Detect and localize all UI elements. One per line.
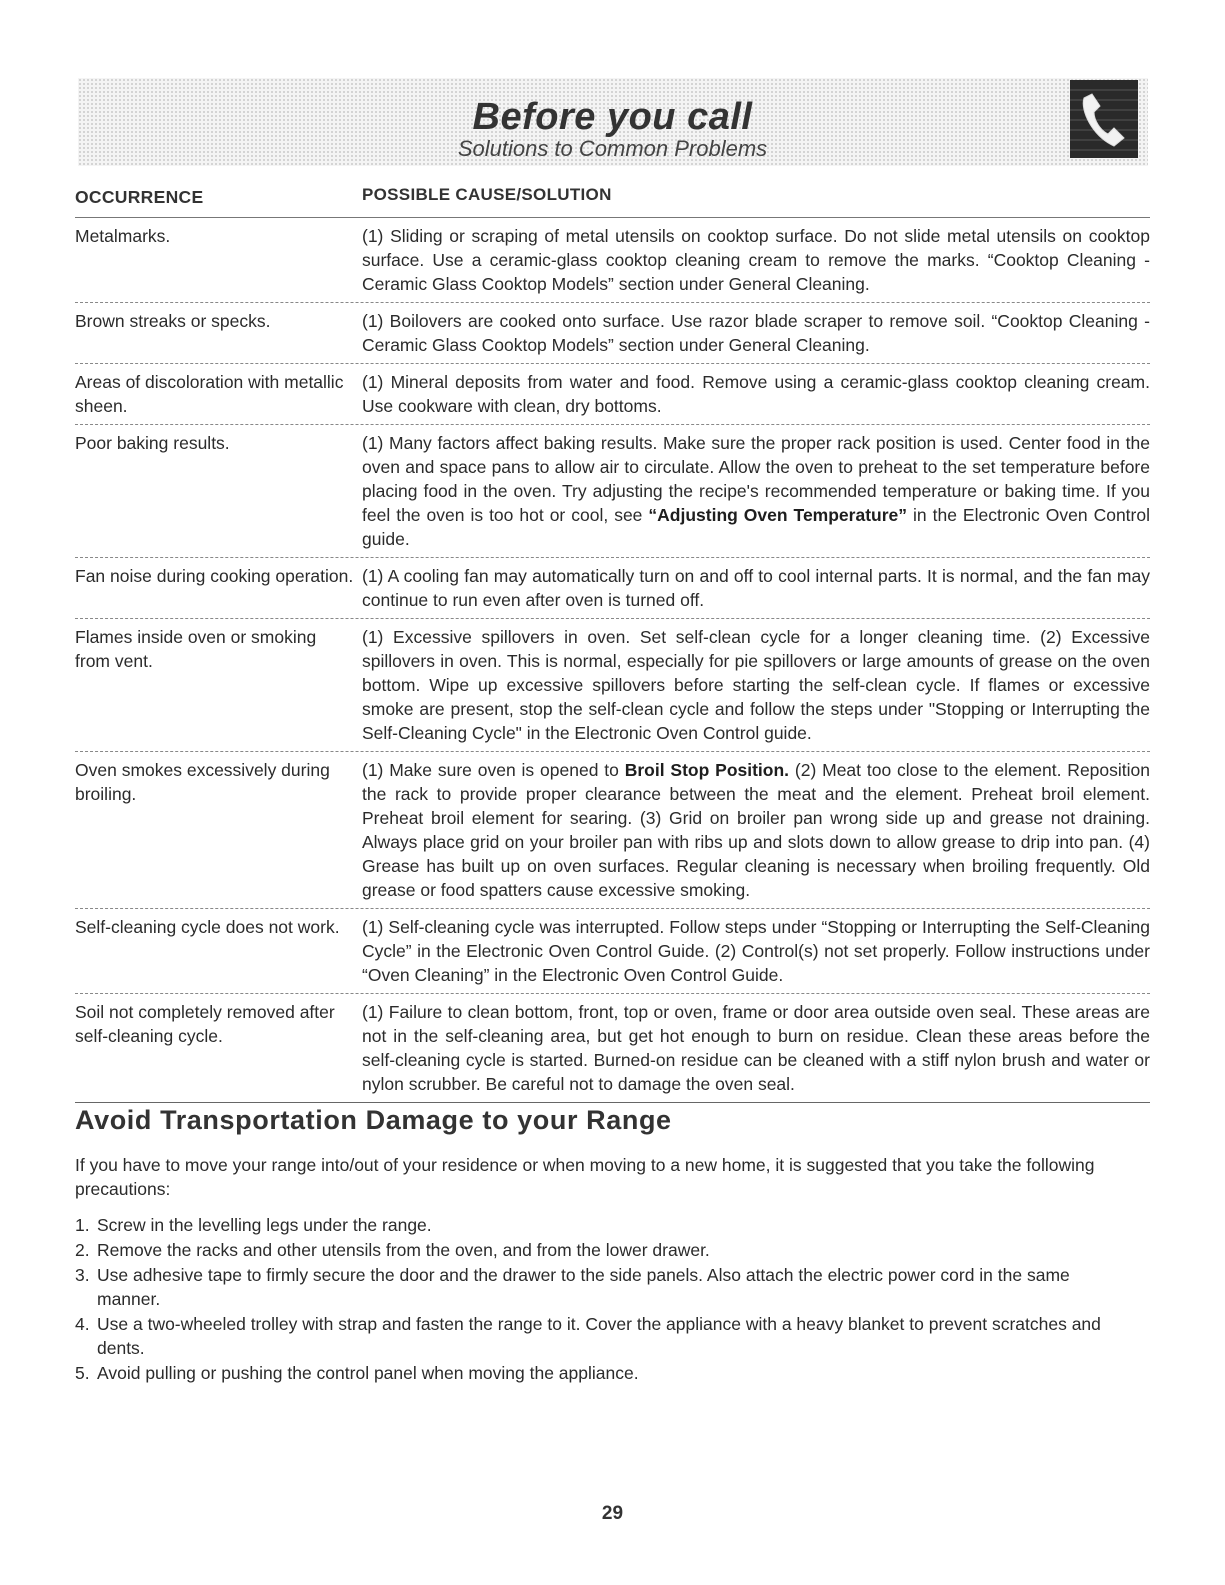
occurrence-cell: Brown streaks or specks. [75,311,271,331]
table-row [75,909,1150,994]
solution-cell: (1) A cooling fan may automatically turn on and off to cool internal parts. It is normal, and the fan may continue to run even after oven is turned off. [362,566,1150,610]
occurrence-cell: Flames inside oven or smoking from vent. [75,627,317,671]
solution-text: (1) Many factors affect baking results. Make sure the proper rack position is used. Center food in the oven and space pans to allow air to circulate. Allow the oven to preheat to the set temperature before placing food in the oven. Try adjusting the recipe's recommended temperature or baking time. If you feel the oven is too hot or cool, see [362,433,1150,525]
telephone-icon [1070,80,1138,158]
troubleshooting-table [75,185,1150,1103]
solution-cell: (1) Failure to clean bottom, front, top or oven, frame or door area outside oven seal. These areas are not in the self-cleaning area, but get hot enough to burn on residue. Clean these areas before the self-cleaning cycle is started. Burned-on residue can be cleaned with a stiff nylon brush and water or nylon scrubber. Be careful not to damage the oven seal. [362,1002,1150,1094]
solution-cell: (1) Mineral deposits from water and food. Remove using a ceramic-glass cooktop cleaning cream. Use cookware with clean, dry bottoms. [362,372,1150,416]
solution-text: in the Electronic Oven Control guide. [362,505,1150,549]
solution-cell [362,431,1150,551]
list-text: Remove the racks and other utensils from the oven, and from the lower drawer. [97,1240,710,1260]
solution-cell: (1) Sliding or scraping of metal utensils on cooktop surface. Do not slide metal utensils on cooktop surface. Use a ceramic-glass cooktop cleaning cream to remove the marks. “Cooktop Cleaning - Ceramic Glass Cooktop Models” section under General Cleaning. [362,226,1150,294]
page-number: 29 [601,1503,624,1524]
list-item [75,1263,1135,1311]
table-row [75,425,1150,558]
list-item [75,1213,1135,1237]
occurrence-cell: Self-cleaning cycle does not work. [75,917,340,937]
solution-cell: (1) Boilovers are cooked onto surface. Use razor blade scraper to remove soil. “Cooktop Cleaning - Ceramic Glass Cooktop Models” section under General Cleaning. [362,311,1150,355]
column-header-solution: POSSIBLE CAUSE/SOLUTION [362,185,612,204]
solution-emphasis: Broil Stop Position. [624,760,790,780]
list-text: Avoid pulling or pushing the control panel when moving the appliance. [97,1363,639,1383]
occurrence-cell: Oven smokes excessively during broiling. [75,760,330,804]
list-item [75,1238,1135,1262]
occurrence-cell: Poor baking results. [75,433,230,453]
list-text: Screw in the levelling legs under the range. [97,1215,432,1235]
solution-text: (2) Meat too close to the element. Reposition the rack to provide proper clearance between the meat and the element. Preheat broil element. Preheat broil element for searing. (3) Grid on broiler pan wrong side up and grease not draining. Always place grid on your broiler pan with ribs up and slots down to allow grease to drip into pan. (4) Grease has built up on oven surfaces. Regular cleaning is necessary when broiling frequently. Old grease or food spatters cause excessive smoking. [362,760,1151,900]
table-header [75,185,1150,218]
section-heading: Avoid Transportation Damage to your Range [75,1105,672,1135]
table-row [75,994,1150,1103]
solution-emphasis: “Adjusting Oven Temperature” [648,505,908,525]
list-text: Use adhesive tape to firmly secure the door and the drawer to the side panels. Also attach the electric power cord in the same manner. [97,1265,1070,1309]
page-subtitle: Solutions to Common Problems [457,136,768,161]
list-number: 5. [75,1363,90,1383]
list-number: 1. [75,1215,90,1235]
solution-cell [362,758,1150,902]
occurrence-cell: Metalmarks. [75,226,171,246]
list-number: 4. [75,1314,90,1334]
column-header-occurrence: OCCURRENCE [75,187,204,207]
table-row [75,752,1150,909]
table-row [75,619,1150,752]
solution-cell: (1) Excessive spillovers in oven. Set self-clean cycle for a longer cleaning time. (2) Excessive spillovers in oven. This is normal, especially for pie spillovers or large amounts of grease on the oven bottom. Wipe up excessive spillovers before starting the self-clean cycle. If flames or excessive smoke are present, stop the self-clean cycle and follow the steps under "Stopping or Interrupting the Self-Cleaning Cycle" in the Electronic Oven Control guide. [362,627,1150,743]
section-intro: If you have to move your range into/out of your residence or when moving to a new home, it is suggested that you take the following precautions: [75,1155,1095,1199]
table-row [75,364,1150,425]
list-number: 2. [75,1240,90,1260]
table-row [75,558,1150,619]
precautions-list [75,1213,1135,1386]
list-item [75,1361,1135,1385]
page-title: Before you call [472,96,753,138]
list-number: 3. [75,1265,90,1285]
table-row [75,303,1150,364]
list-text: Use a two-wheeled trolley with strap and fasten the range to it. Cover the appliance with a heavy blanket to prevent scratches and dents. [97,1314,1101,1358]
occurrence-cell: Soil not completely removed after self-cleaning cycle. [75,1002,335,1046]
occurrence-cell: Fan noise during cooking operation. [75,566,354,586]
table-row [75,218,1150,303]
list-item [75,1312,1135,1360]
solution-text: (1) Make sure oven is opened to [362,760,625,780]
solution-cell: (1) Self-cleaning cycle was interrupted. Follow steps under “Stopping or Interrupting the Self-Cleaning Cycle” in the Electronic Oven Control Guide. (2) Control(s) not set properly. Follow instructions under “Oven Cleaning” in the Electronic Oven Control Guide. [362,917,1150,985]
occurrence-cell: Areas of discoloration with metallic sheen. [75,372,344,416]
